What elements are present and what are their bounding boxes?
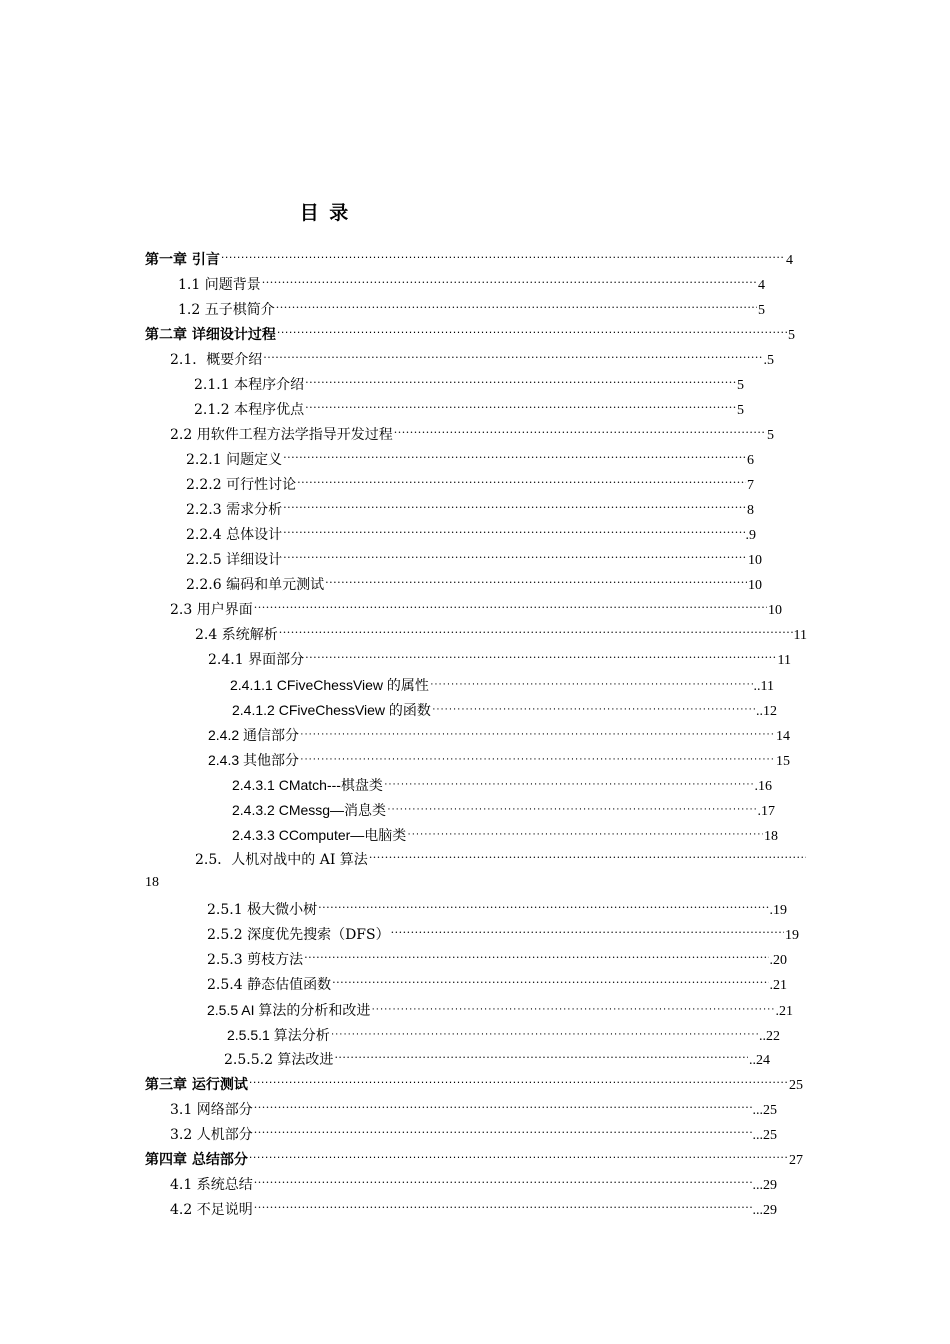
dot-leader <box>283 548 747 568</box>
toc-entry-page: 4 <box>758 278 765 293</box>
toc-entry[interactable] <box>208 650 791 675</box>
toc-entry[interactable] <box>145 1075 803 1100</box>
toc-entry-page: ...29 <box>752 1203 777 1218</box>
dot-leader <box>249 1073 788 1093</box>
dot-leader <box>277 323 787 343</box>
toc-entry[interactable] <box>170 600 782 625</box>
toc-entry-label: 2.5.5.1 算法分析 <box>227 1027 330 1043</box>
toc-entry[interactable] <box>232 800 775 825</box>
toc-entry-page: .19 <box>769 903 787 918</box>
dot-leader <box>279 623 793 643</box>
toc-entry-label: 2.2.2 可行性讨论 <box>186 477 297 493</box>
toc-entry[interactable] <box>232 825 778 850</box>
toc-entry-label: 第三章 运行测试 <box>145 1077 248 1093</box>
toc-entry-page: ..12 <box>756 704 777 719</box>
toc-entry-page: .16 <box>754 779 772 794</box>
toc-entry[interactable] <box>170 1175 777 1200</box>
toc-entry-label: 2.2.5 详细设计 <box>186 552 283 568</box>
dot-leader <box>300 724 775 744</box>
toc-entry-label: 1.2 五子棋简介 <box>178 302 275 318</box>
toc-entry-label: 第四章 总结部分 <box>145 1152 248 1168</box>
dot-leader <box>432 699 755 719</box>
dot-leader <box>305 373 736 393</box>
dot-leader <box>325 573 747 593</box>
toc-entry-page: ..11 <box>753 679 774 694</box>
dot-leader <box>305 398 736 418</box>
toc-entry-label: 2.5.4 静态估值函数 <box>207 977 332 993</box>
dot-leader <box>369 848 806 868</box>
toc-entry-label: 2.1.1 本程序介绍 <box>194 377 305 393</box>
toc-entry-label: 3.1 网络部分 <box>170 1102 253 1118</box>
toc-entry-label: 4.2 不足说明 <box>170 1202 253 1218</box>
toc-entry[interactable] <box>207 900 787 925</box>
toc-entry[interactable] <box>186 500 754 525</box>
dot-leader <box>221 248 785 268</box>
toc-entry[interactable] <box>207 975 787 1000</box>
toc-entry[interactable] <box>145 1150 803 1175</box>
toc-entry-page: .9 <box>745 528 756 543</box>
toc-entry-label: 2.5.5.2 算法改进 <box>224 1052 334 1068</box>
toc-entry[interactable] <box>170 1100 777 1125</box>
toc-entry[interactable] <box>227 1025 780 1050</box>
toc-entry[interactable] <box>186 450 754 475</box>
toc-entry-page: 5 <box>737 378 744 393</box>
toc-entry-page: 18 <box>764 829 778 844</box>
dot-leader <box>430 674 753 694</box>
toc-entry-page: 5 <box>758 303 765 318</box>
toc-entry-label: 2.3 用户界面 <box>170 602 253 618</box>
dot-leader <box>254 598 767 618</box>
toc-entry-label: 2.5.1 极大微小树 <box>207 902 318 918</box>
toc-entry-page: 19 <box>785 928 799 943</box>
dot-leader <box>387 799 756 819</box>
toc-entry-page: 27 <box>789 1153 803 1168</box>
dot-leader <box>262 273 757 293</box>
toc-entry[interactable] <box>170 1200 777 1225</box>
toc-entry-page: 11 <box>793 628 807 643</box>
dot-leader <box>304 948 768 968</box>
toc-entry-page: 10 <box>748 578 762 593</box>
toc-entry[interactable] <box>195 625 807 650</box>
toc-entry-label: 2.2 用软件工程方法学指导开发过程 <box>170 427 393 443</box>
dot-leader <box>283 498 746 518</box>
dot-leader <box>332 973 768 993</box>
toc-entry[interactable] <box>224 1050 770 1075</box>
toc-entry[interactable] <box>186 575 762 600</box>
toc-entry-page: 7 <box>747 478 754 493</box>
toc-entry-page: 14 <box>776 729 790 744</box>
toc-entry-page: .5 <box>763 353 774 368</box>
toc-entry-label: 第一章 引言 <box>145 252 220 268</box>
toc-entry-page: 5 <box>788 328 795 343</box>
toc-entry[interactable] <box>208 725 790 750</box>
toc-entry-page: .21 <box>769 978 787 993</box>
dot-leader <box>331 1024 758 1044</box>
toc-entry-page: ...25 <box>752 1103 777 1118</box>
toc-entry-label: 2.1．概要介绍 <box>170 352 263 368</box>
toc-entry-page: ...25 <box>752 1128 777 1143</box>
toc-entry[interactable] <box>194 400 744 425</box>
toc-entry-page: .17 <box>757 804 775 819</box>
toc-entry[interactable] <box>145 325 795 350</box>
toc-entry-page: 5 <box>737 403 744 418</box>
dot-leader <box>254 1098 752 1118</box>
dot-leader <box>394 423 766 443</box>
dot-leader <box>254 1123 752 1143</box>
toc-entry-label: 2.2.3 需求分析 <box>186 502 283 518</box>
toc-entry[interactable] <box>195 850 807 875</box>
toc-entry[interactable] <box>232 775 772 800</box>
toc-entry-page: 6 <box>747 453 754 468</box>
toc-entry-label: 2.4.3.3 CComputer—电脑类 <box>232 827 407 843</box>
toc-entry-label: 2.5.5 AI 算法的分析和改进 <box>207 1002 371 1018</box>
toc-entry-label: 2.1.2 本程序优点 <box>194 402 305 418</box>
toc-entry-page: ..24 <box>749 1053 770 1068</box>
toc-entry-label: 2.2.1 问题定义 <box>186 452 283 468</box>
toc-entry-label: 2.5.2 深度优先搜索（DFS） <box>207 927 390 943</box>
toc-entry[interactable] <box>194 375 744 400</box>
dot-leader <box>384 774 754 794</box>
toc-entry-label: 2.4.1 界面部分 <box>208 652 305 668</box>
toc-entry-label: 2.4 系统解析 <box>195 627 278 643</box>
toc-entry-label: 2.4.2 通信部分 <box>208 727 300 743</box>
toc-entry[interactable] <box>232 700 777 725</box>
dot-leader <box>297 473 746 493</box>
dot-leader <box>276 298 757 318</box>
toc-entry-label: 2.5.3 剪枝方法 <box>207 952 304 968</box>
toc-entry[interactable] <box>186 525 756 550</box>
toc-entry-label: 2.5．人机对战中的 AI 算法 <box>195 852 368 868</box>
toc-entry-label: 3.2 人机部分 <box>170 1127 253 1143</box>
toc-entry[interactable] <box>145 250 793 275</box>
toc-entry-label: 2.4.3.2 CMessg—消息类 <box>232 802 387 818</box>
toc-entry[interactable] <box>178 275 765 300</box>
toc-entry-page: 25 <box>789 1078 803 1093</box>
toc-entry-page: 15 <box>776 754 790 769</box>
dot-leader <box>305 648 776 668</box>
toc-entry-label: 2.4.1.2 CFiveChessView 的函数 <box>232 702 431 718</box>
toc-entry-label: 4.1 系统总结 <box>170 1177 253 1193</box>
toc-entry-page: 5 <box>767 428 774 443</box>
toc-entry[interactable] <box>186 475 754 500</box>
toc-title: 目 录 <box>299 202 351 224</box>
dot-leader <box>300 749 775 769</box>
toc-entry-page: 4 <box>786 253 793 268</box>
toc-entry-label: 2.2.4 总体设计 <box>186 527 283 543</box>
toc-entry[interactable] <box>170 425 774 450</box>
dot-leader <box>391 923 784 943</box>
toc-entry-label: 2.4.3.1 CMatch---棋盘类 <box>232 777 383 793</box>
dot-leader <box>283 523 744 543</box>
dot-leader <box>254 1198 752 1218</box>
dot-leader <box>371 999 774 1019</box>
toc-entry-page: 8 <box>747 503 754 518</box>
dot-leader <box>254 1173 752 1193</box>
dot-leader <box>263 348 762 368</box>
toc-entry-page: 11 <box>777 653 791 668</box>
toc-entry-page: .20 <box>769 953 787 968</box>
toc-entry-wrapped-page: 18 <box>145 875 159 890</box>
toc-entry-page: 10 <box>768 603 782 618</box>
toc-entry-label: 第二章 详细设计过程 <box>145 327 276 343</box>
toc-entry[interactable] <box>207 1000 793 1025</box>
toc-entry[interactable] <box>170 350 774 375</box>
dot-leader <box>334 1048 748 1068</box>
toc-entry[interactable] <box>230 675 774 700</box>
toc-entry-page: ...29 <box>752 1178 777 1193</box>
toc-entry[interactable] <box>178 300 765 325</box>
toc-entry[interactable] <box>208 750 790 775</box>
toc-entry[interactable] <box>207 950 787 975</box>
toc-entry-page: ..22 <box>759 1029 780 1044</box>
toc-entry-label: 1.1 问题背景 <box>178 277 261 293</box>
dot-leader <box>283 448 746 468</box>
toc-entry[interactable] <box>186 550 762 575</box>
toc-entry[interactable] <box>170 1125 777 1150</box>
dot-leader <box>318 898 768 918</box>
toc-entry-label: 2.4.3 其他部分 <box>208 752 300 768</box>
toc-entry-label: 2.4.1.1 CFiveChessView 的属性 <box>230 677 429 693</box>
dot-leader <box>407 824 763 844</box>
toc-entry-page: 10 <box>748 553 762 568</box>
toc-entry-label: 2.2.6 编码和单元测试 <box>186 577 325 593</box>
dot-leader <box>249 1148 788 1168</box>
toc-entry-page: .21 <box>775 1004 793 1019</box>
toc-entry[interactable] <box>207 925 799 950</box>
